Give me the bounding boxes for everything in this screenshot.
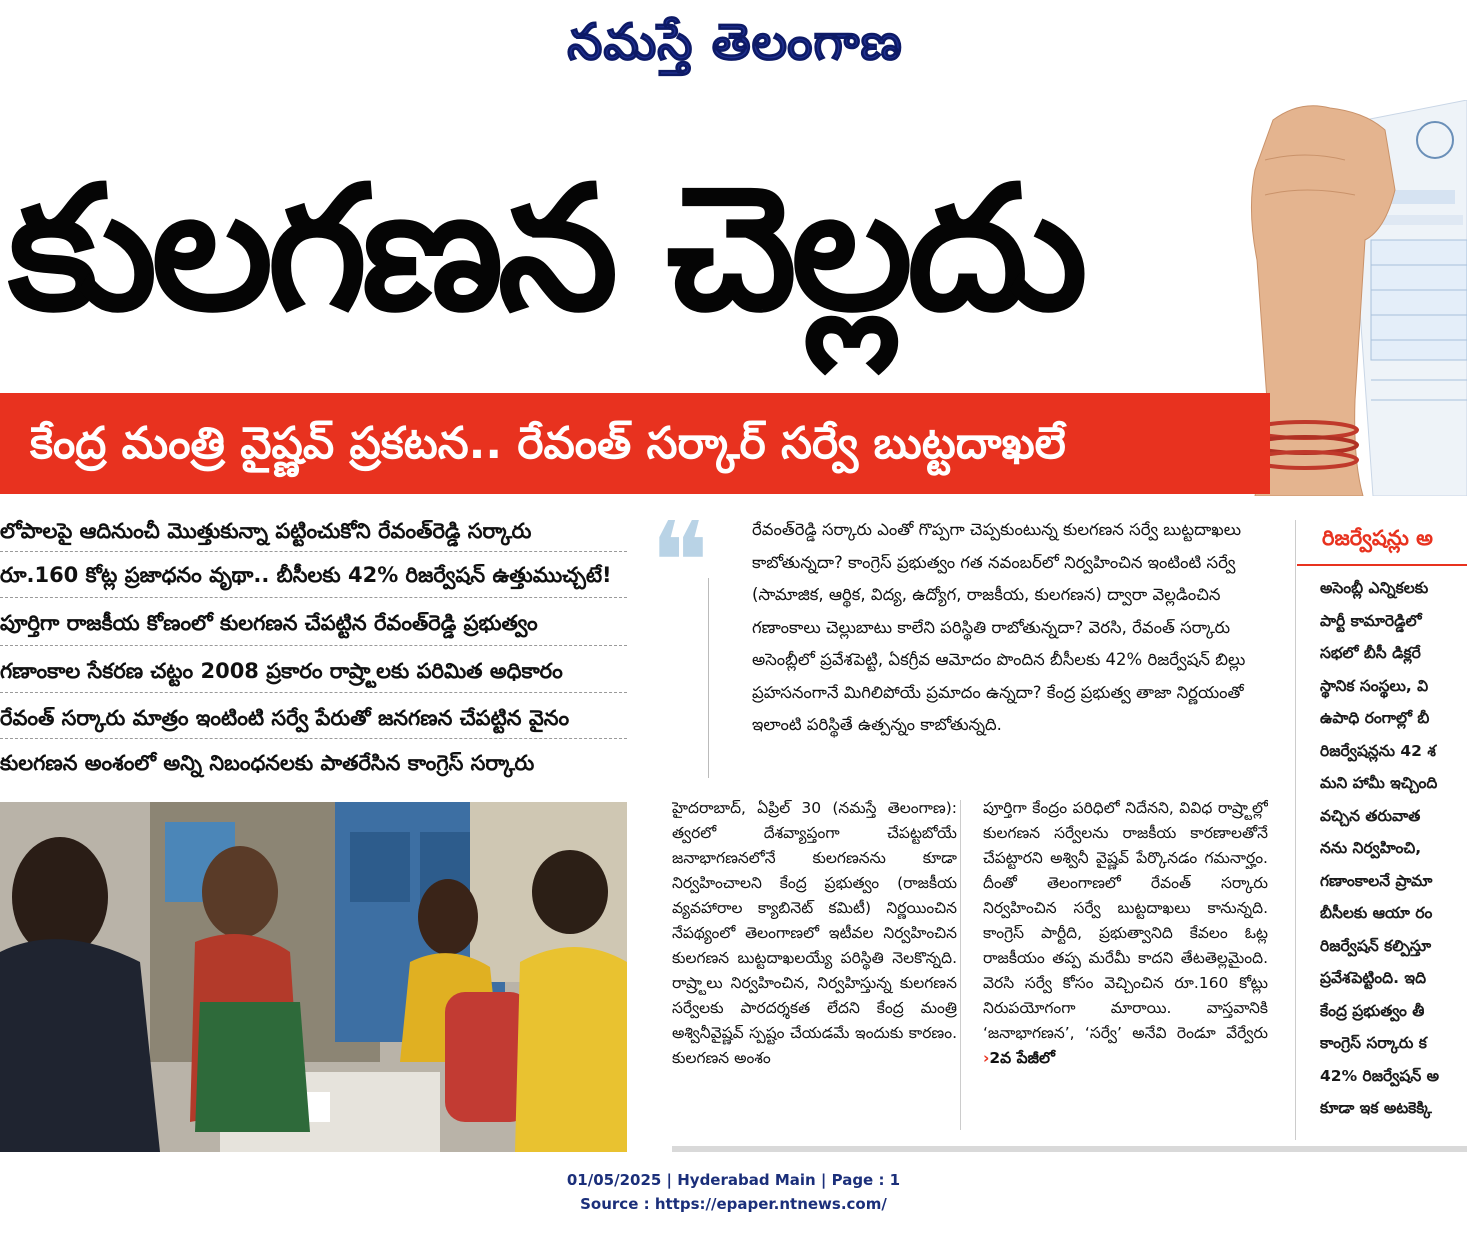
page-info: 01/05/2025 | Hyderabad Main | Page : 1: [566, 1171, 901, 1189]
sidebar-line: రిజర్వేషన్ కల్పిస్తూ: [1320, 936, 1432, 955]
sidebar-article: [1320, 572, 1467, 1132]
subheadline-text: కేంద్ర మంత్రి వైష్ణవ్ ప్రకటన.. రేవంత్ సర్కార్ సర్వే బుట్టదాఖలే: [30, 418, 1066, 469]
sidebar-line: కేంద్ర ప్రభుత్వం తీ: [1320, 1001, 1425, 1020]
divider: [672, 1146, 1467, 1152]
bullet-item: రూ.160 కోట్ల ప్రజాధనం వృథా.. బీసీలకు 42% రిజర్వేషన్ ఉత్తుముచ్చటే!: [0, 563, 612, 587]
sidebar-line: ఉపాధి రంగాల్లో బీ: [1320, 709, 1430, 727]
bullet-item: గణాంకాల సేకరణ చట్టం 2008 ప్రకారం రాష్ర్టాలకు పరిమిత అధికారం: [0, 659, 563, 683]
article-column-2: [983, 796, 1268, 1134]
bullet-item: లోపాలపై ఆదినుంచీ మొత్తుకున్నా పట్టించుకోని రేవంత్‌రెడ్డి సర్కారు: [0, 519, 532, 543]
divider: [1295, 520, 1296, 1140]
sidebar-line: కాంగ్రెస్ సర్కారు క: [1320, 1034, 1427, 1052]
sidebar-line: సభలో బీసీ డిక్లరే: [1320, 644, 1421, 662]
sidebar-line: అసెంబ్లీ ఎన్నికలకు: [1320, 579, 1429, 597]
hand-with-survey-form-photo: [1245, 100, 1467, 496]
divider: [0, 551, 627, 552]
divider: [0, 692, 627, 693]
continued-on-page-link[interactable]: 2వ పేజీలో: [989, 1049, 1055, 1067]
sidebar-line: స్థానిక సంస్థలు, వి: [1320, 676, 1429, 695]
sidebar-line: గణాంకాలనే ప్రామా: [1320, 871, 1433, 890]
sidebar-line: మని హామీ ఇచ్చింది: [1320, 774, 1438, 792]
bullet-item: పూర్తిగా రాజకీయ కోణంలో కులగణన చేపట్టిన రేవంత్‌రెడ్డి ప్రభుత్వం: [0, 611, 538, 635]
bullet-item: రేవంత్ సర్కారు మాత్రం ఇంటింటి సర్వే పేరుతో జనగణన చేపట్టిన వైనం: [0, 706, 570, 730]
sidebar-line: నను నిర్వహించి,: [1320, 839, 1422, 857]
sidebar-line: ప్రవేశపెట్టింది. ఇది: [1320, 969, 1427, 987]
survey-team-photo: [0, 802, 627, 1152]
sidebar-line: పార్టీ కామారెడ్డిలో: [1320, 611, 1422, 630]
article-column-1: హైదరాబాద్, ఏప్రిల్ 30 (నమస్తే తెలంగాణ): త్వరలో దేశవ్యాప్తంగా చేపట్టబోయే జనాభాగణనలోనే కులగణనను కూడా నిర్వహించాలని కేంద్ర ప్రభుత్వం (రాజకీయ వ్యవహారాల క్యాబినెట్ కమిటీ) నిర్ణయించిన నేపథ్యంలో తెలంగాణలో ఇటీవల నిర్వహించిన కులగణన బుట్టదాఖలయ్యే పరిస్థితి నెలకొన్నది. రాష్ర్టాలు నిర్వహించిన, నిర్వహిస్తున్న కులగణన సర్వేలకు పారదర్శకత లేదని కేంద్ర మంత్రి అశ్వినీవైష్ణవ్ స్పష్టం చేయడమే ఇందుకు కారణం. కులగణన అంశం: [672, 799, 957, 1067]
source-link[interactable]: Source : https://epaper.ntnews.com/: [580, 1195, 887, 1213]
divider: [0, 645, 627, 646]
divider: [960, 800, 961, 1130]
divider: [708, 578, 709, 778]
sidebar-line: రిజర్వేషన్లను 42 శ: [1320, 741, 1436, 760]
divider: [0, 597, 627, 598]
main-headline: కులగణన చెల్లదు: [8, 148, 1082, 349]
divider: [1297, 564, 1467, 566]
sidebar-line: 42% రిజర్వేషన్ అ: [1320, 1066, 1440, 1085]
sidebar-line: వచ్చిన తరువాత: [1320, 806, 1421, 825]
sidebar-line: బీసీలకు ఆయా రం: [1320, 904, 1433, 922]
chevron-right-icon: ›: [983, 1049, 990, 1067]
masthead-logo: నమస్తే తెలంగాణ: [567, 12, 903, 71]
quote-icon: ❝: [650, 498, 710, 626]
pull-quote: రేవంత్‌రెడ్డి సర్కారు ఎంతో గొప్పగా చెప్పకుంటున్న కులగణన సర్వే బుట్టదాఖలు కాబోతున్నదా? కాంగ్రెస్ ప్రభుత్వం గత నవంబర్‌లో నిర్వహించిన ఇంటింటి సర్వే (సామాజిక, ఆర్థిక, విద్య, ఉద్యోగ, రాజకీయ, కులగణన) ద్వారా వెల్లడించిన గణాంకాలు చెల్లుబాటు కాలేని పరిస్థితి రాబోతున్నదా? వెరసి, రేవంత్ సర్కారు అసెంబ్లీలో ప్రవేశపెట్టి, ఏకగ్రీవ ఆమోదం పొందిన బీసీలకు 42% రిజర్వేషన్ బిల్లు ప్రహసనంగానే మిగిలిపోయే ప్రమాదం ఉన్నదా? కేంద్ర ప్రభుత్వ తాజా నిర్ణయంతో ఇలాంటి పరిస్థితే ఉత్పన్నం కాబోతున్నది.: [752, 520, 1246, 734]
bullet-item: కులగణన అంశంలో అన్ని నిబంధనలకు పాతరేసిన కాంగ్రెస్ సర్కారు: [0, 751, 535, 775]
divider: [0, 738, 627, 739]
sidebar-title: రిజర్వేషన్లు అ: [1322, 526, 1433, 550]
sidebar-line: కూడా ఇక అటకెక్కి: [1320, 1099, 1432, 1117]
article-column-2-text: పూర్తిగా కేంద్రం పరిధిలో నిదేనని, వివిధ రాష్ర్టాల్లో కులగణన సర్వేలను రాజకీయ కారణాలతోనే చేపట్టారని అశ్వినీ వైష్ణవ్ పేర్కొనడం గమనార్హం. దీంతో తెలంగాణలో రేవంత్ సర్కారు నిర్వహించిన సర్వే బుట్టదాఖలు కానున్నది. కాంగ్రెస్ పార్టీది, ప్రభుత్వానిది కేవలం ఓట్ల రాజకీయం తప్ప మరేమీ కాదని తేటతెల్లమైంది. వెరసి సర్వే కోసం వెచ్చించిన రూ.160 కోట్లు నిరుపయోగంగా మారాయి. వాస్తవానికి ‘జనాభాగణన’, ‘సర్వే’ అనేవి రెండూ వేర్వేరు: [983, 799, 1268, 1042]
